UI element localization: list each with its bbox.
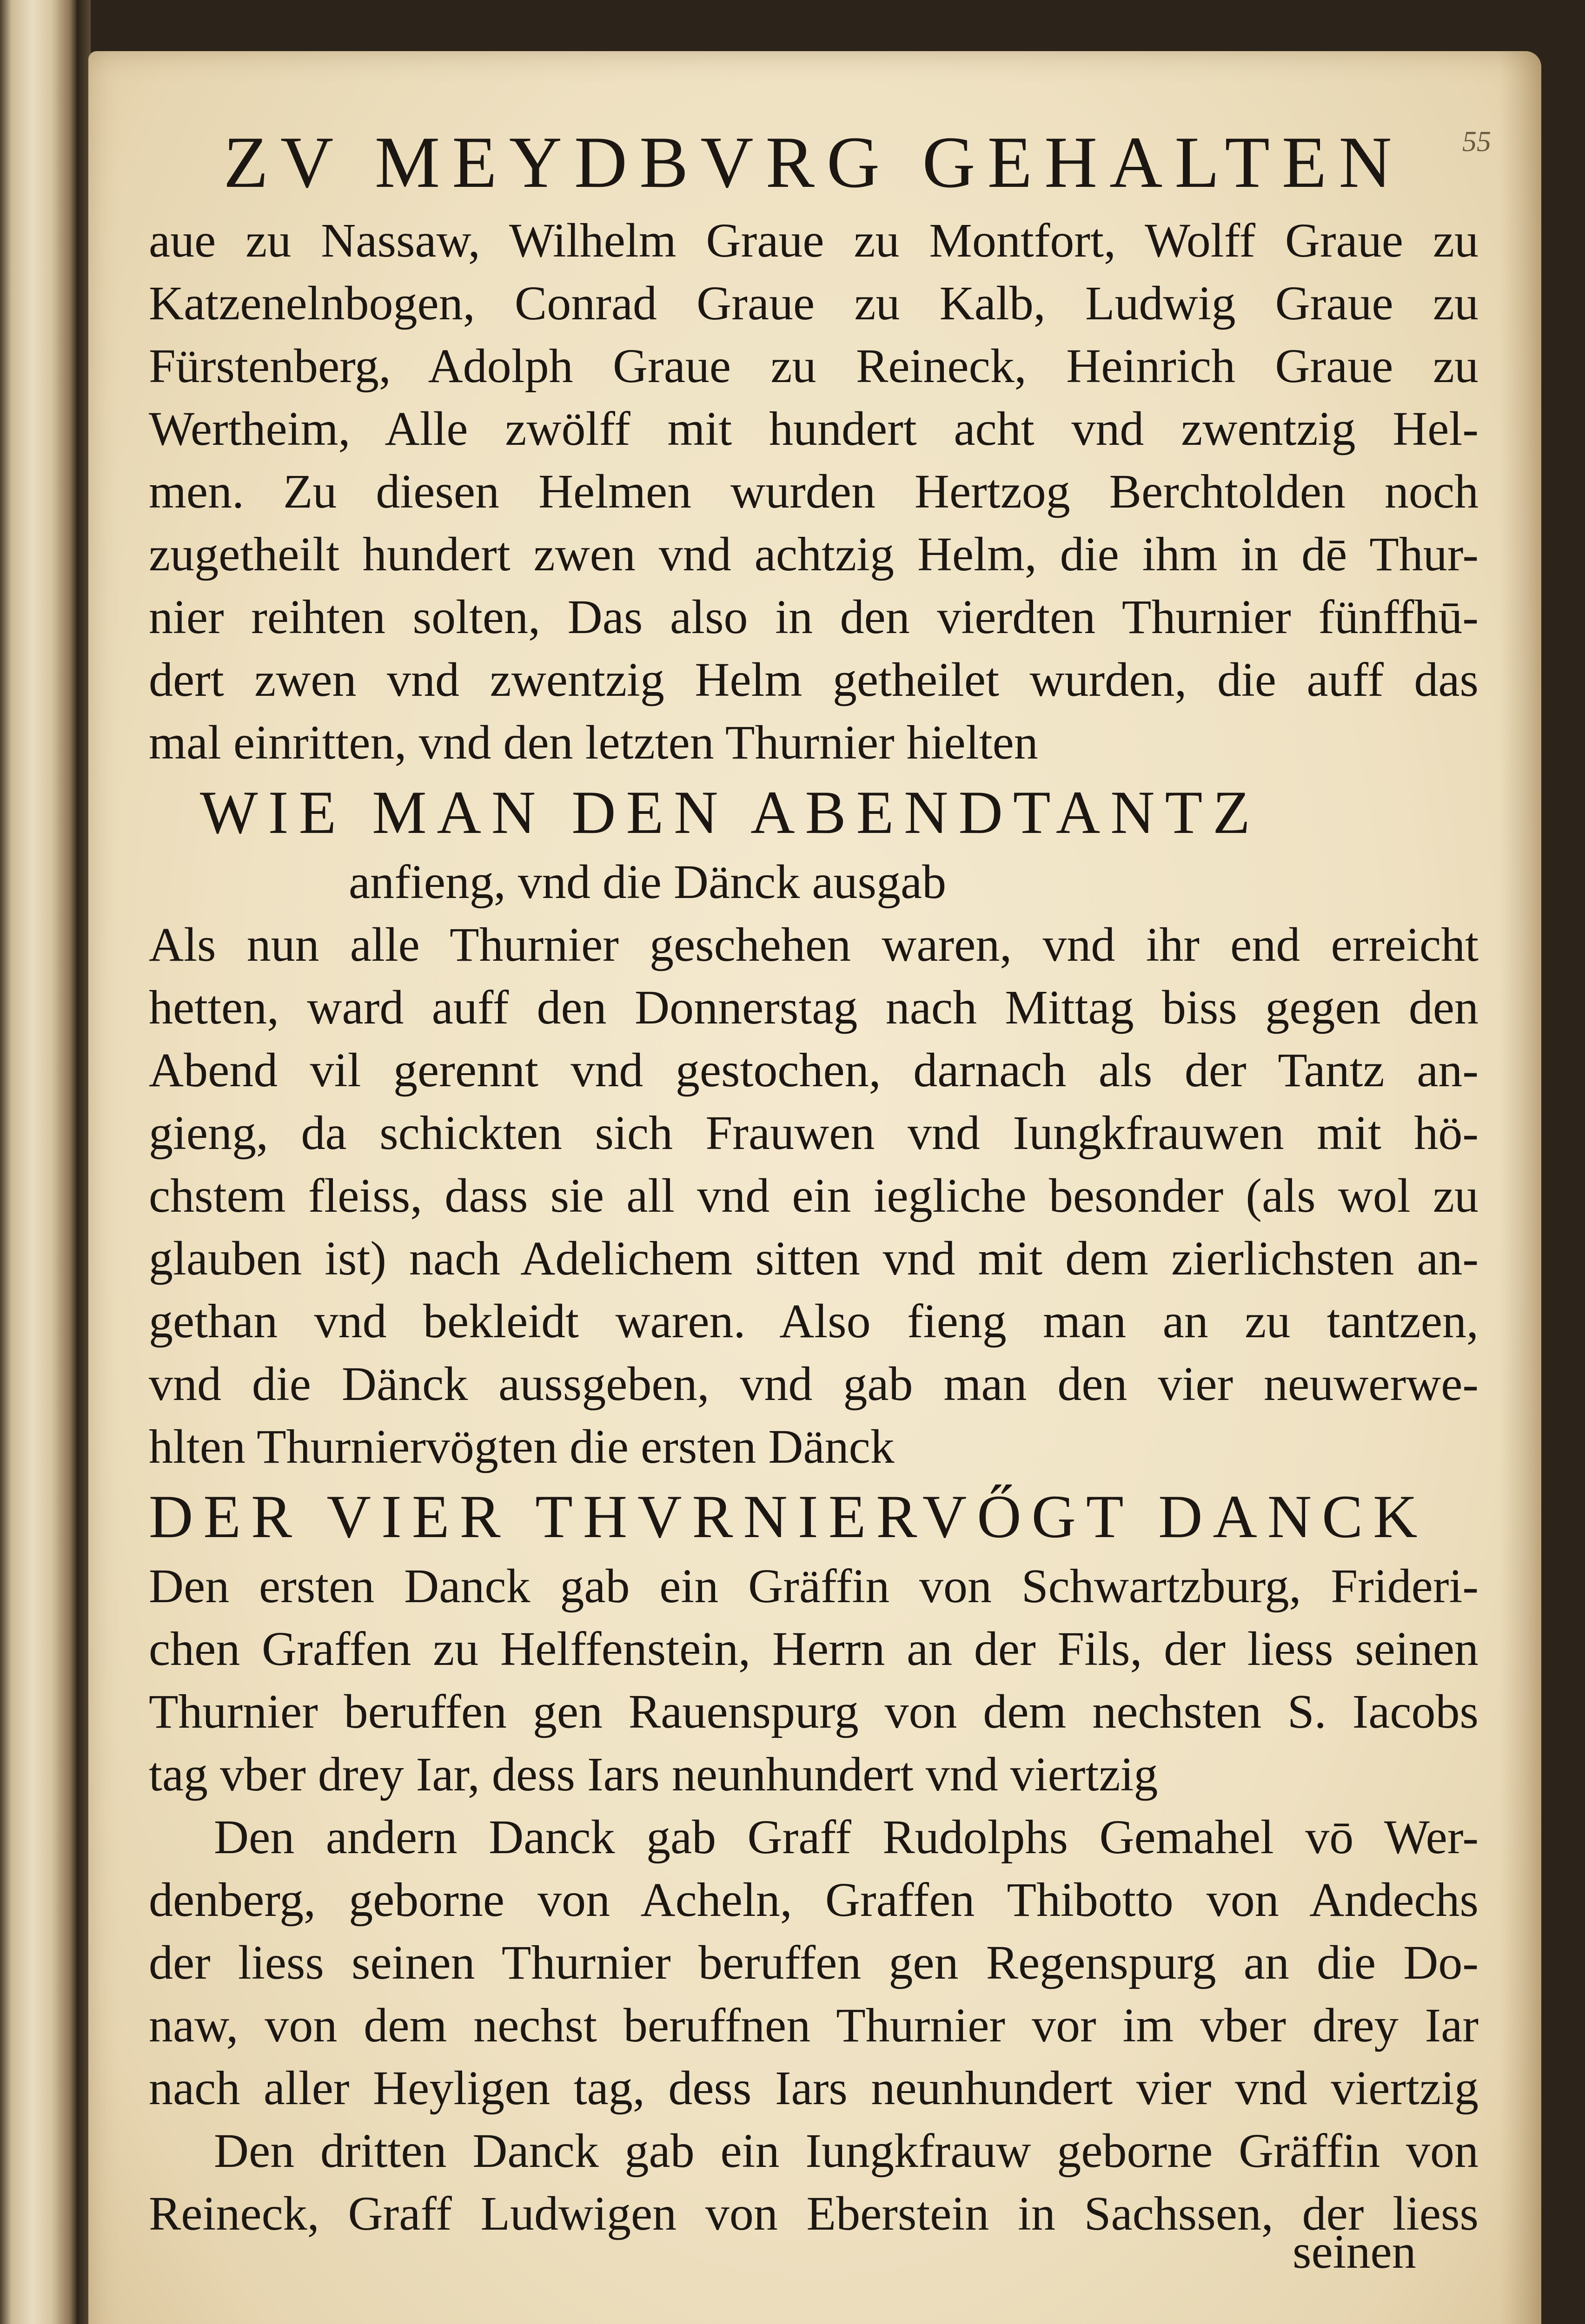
text-line: Fürstenberg, Adolph Graue zu Reineck, Heinrich Graue zu [149,339,1479,393]
text-line: der liess seinen Thurnier beruffen gen Regenspurg an die Do- [149,1936,1479,1989]
text-line: Wertheim, Alle zwölff mit hundert acht vnd zwentzig Hel- [149,402,1479,456]
text-line: gieng, da schickten sich Frauwen vnd Iungkfrauwen mit hö- [149,1106,1479,1160]
text-line: naw, von dem nechst beruffnen Thurnier vor im vber drey Iar [149,1999,1479,2052]
section-heading-dance: WIE MAN DEN ABENDTANTZ [200,778,1260,846]
text-line: zugetheilt hundert zwen vnd achtzig Helm, die ihm in dē Thur- [149,528,1479,581]
text-line: vnd die Dänck aussgeben, vnd gab man den vier neuwerwe- [149,1357,1479,1411]
text-line: Abend vil gerennt vnd gestochen, darnach als der Tantz an- [149,1043,1479,1097]
text-line: Katzenelnbogen, Conrad Graue zu Kalb, Ludwig Graue zu [149,277,1479,330]
text-line: gethan vnd bekleidt waren. Also fieng man an zu tantzen, [149,1294,1479,1348]
text-line: Thurnier beruffen gen Rauenspurg von dem nechsten S. Iacobs [149,1685,1479,1738]
text-line: tag vber drey Iar, dess Iars neunhundert vnd viertzig [149,1748,1158,1801]
section-heading-voegt: DER VIER THVRNIERVŐGT DANCK [149,1482,1428,1551]
text-line: Reineck, Graff Ludwigen von Eberstein in Sachssen, der liess [149,2187,1479,2240]
text-line: nier reihten solten, Das also in den vierdten Thurnier fünffhū- [149,590,1479,644]
page-edge-shading [1499,51,1541,2324]
text-line: hetten, ward auff den Donnerstag nach Mittag biss gegen den [149,981,1479,1034]
paragraph-1 [149,209,1479,774]
text-line: Den ersten Danck gab ein Gräffin von Schwartzburg, Frideri- [149,1559,1479,1613]
catchword: seinen [1293,2225,1416,2278]
running-head: ZV MEYDBVRG GEHALTEN [223,122,1404,203]
paragraph-4 [149,1806,1479,2119]
text-line: glauben ist) nach Adelichem sitten vnd mit dem zierlichsten an- [149,1232,1479,1285]
text-line: chen Graffen zu Helffenstein, Herrn an der Fils, der liess seinen [149,1622,1479,1676]
text-line: mal einritten, vnd den letzten Thurnier hielten [149,716,1038,769]
facing-page-edge [0,0,77,2324]
text-line: hlten Thurniervögten die ersten Dänck [149,1420,895,1473]
text-line: denberg, geborne von Acheln, Graffen Thibotto von Andechs [149,1873,1479,1927]
text-line: dert zwen vnd zwentzig Helm getheilet wurden, die auff das [149,653,1479,706]
section-subheading-dance: anfieng, vnd die Dänck ausgab [349,855,947,909]
paragraph-2 [149,913,1479,1478]
folio-number: 55 [1462,126,1491,158]
text-line: Als nun alle Thurnier geschehen waren, vnd ihr end erreicht [149,918,1479,971]
text-line: men. Zu diesen Helmen wurden Hertzog Berchtolden noch [149,465,1479,518]
text-line: nach aller Heyligen tag, dess Iars neunhundert vier vnd viertzig [149,2061,1479,2115]
paragraph-3 [149,1555,1479,1806]
text-line: chstem fleiss, dass sie all vnd ein iegliche besonder (als wol zu [149,1169,1479,1222]
paragraph-5 [149,2119,1479,2245]
text-line: Den dritten Danck gab ein Iungkfrauw geborne Gräffin von [214,2124,1479,2178]
text-line: aue zu Nassaw, Wilhelm Graue zu Montfort, Wolff Graue zu [149,214,1479,267]
text-block [149,116,1479,2245]
text-line: Den andern Danck gab Graff Rudolphs Gemahel vō Wer- [214,1810,1479,1864]
